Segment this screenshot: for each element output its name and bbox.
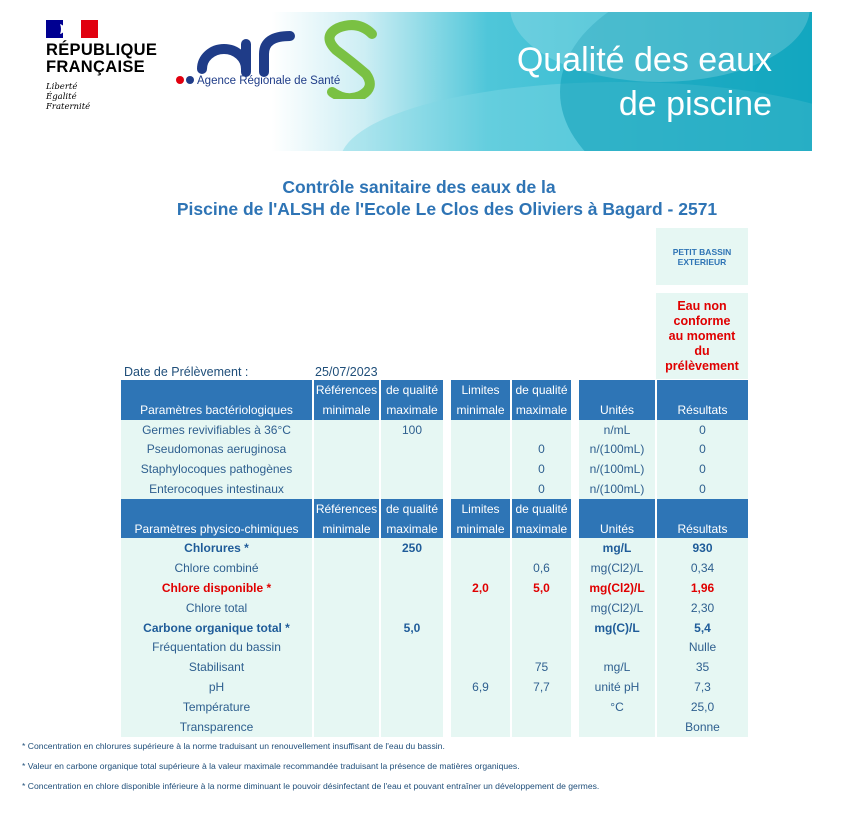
cell-ref-max: maximale (381, 519, 443, 539)
cell-result: 0 (657, 439, 748, 459)
cell-ref-max (381, 717, 443, 737)
cell-lim-max: de qualité (512, 499, 571, 519)
cell-result: 25,0 (657, 697, 748, 717)
cell-unit: mg/L (579, 538, 655, 558)
sampling-date-label: Date de Prélèvement : (124, 365, 249, 379)
cell-lim-max (512, 618, 571, 638)
cell-unit: n/(100mL) (579, 439, 655, 459)
cell-param: Carbone organique total * (121, 618, 312, 638)
cell-lim-max (512, 538, 571, 558)
cell-ref-min: Références (314, 499, 379, 519)
table-row (121, 459, 755, 479)
table-group-header (121, 499, 755, 519)
cell-lim-min: Limites (451, 380, 510, 400)
cell-lim-max: 0,6 (512, 558, 571, 578)
cell-lim-min: 6,9 (451, 677, 510, 697)
cell-lim-max: 0 (512, 459, 571, 479)
cell-ref-min (314, 677, 379, 697)
cell-param: pH (121, 677, 312, 697)
cell-result: Nulle (657, 637, 748, 657)
cell-param (121, 499, 312, 519)
cell-ref-max: 100 (381, 420, 443, 440)
cell-ref-max: de qualité (381, 380, 443, 400)
cell-lim-max (512, 637, 571, 657)
cell-ref-min (314, 558, 379, 578)
cell-lim-max (512, 598, 571, 618)
cell-param: Staphylocoques pathogènes (121, 459, 312, 479)
cell-lim-max: 7,7 (512, 677, 571, 697)
banner-title: Qualité des eaux de piscine (516, 41, 772, 123)
table-row (121, 677, 755, 697)
cell-unit: Unités (579, 519, 655, 539)
cell-ref-min (314, 637, 379, 657)
cell-lim-min (451, 637, 510, 657)
cell-ref-min (314, 717, 379, 737)
cell-unit: n/(100mL) (579, 459, 655, 479)
cell-param: Chlore total (121, 598, 312, 618)
republic-motto: Liberté Égalité Fraternité (46, 82, 91, 112)
cell-result: 0,34 (657, 558, 748, 578)
cell-param: Paramètres bactériologiques (121, 400, 312, 420)
cell-lim-max: 0 (512, 439, 571, 459)
cell-ref-max (381, 479, 443, 499)
cell-result: 930 (657, 538, 748, 558)
cell-param: Transparence (121, 717, 312, 737)
cell-ref-min (314, 598, 379, 618)
cell-lim-min (451, 697, 510, 717)
table-column-header (121, 400, 755, 420)
cell-param: Fréquentation du bassin (121, 637, 312, 657)
cell-ref-max (381, 598, 443, 618)
cell-ref-max (381, 459, 443, 479)
cell-unit: n/(100mL) (579, 479, 655, 499)
cell-lim-min (451, 657, 510, 677)
cell-result: Résultats (657, 400, 748, 420)
cell-result: 7,3 (657, 677, 748, 697)
cell-unit: mg(C)/L (579, 618, 655, 638)
cell-lim-max: maximale (512, 400, 571, 420)
table-column-header (121, 519, 755, 539)
cell-ref-min (314, 420, 379, 440)
basin-label: PETIT BASSIN EXTERIEUR (656, 228, 748, 285)
table-row (121, 439, 755, 459)
cell-unit: unité pH (579, 677, 655, 697)
cell-result: Résultats (657, 519, 748, 539)
cell-lim-min: 2,0 (451, 578, 510, 598)
table-row (121, 578, 755, 598)
cell-result: 5,4 (657, 618, 748, 638)
cell-param: Germes revivifiables à 36°C (121, 420, 312, 440)
cell-unit (579, 380, 655, 400)
cell-ref-min (314, 578, 379, 598)
table-row (121, 697, 755, 717)
table-row (121, 558, 755, 578)
cell-ref-max: 5,0 (381, 618, 443, 638)
cell-ref-max: maximale (381, 400, 443, 420)
cell-param: Stabilisant (121, 657, 312, 677)
agency-name: Agence Régionale de Santé (176, 75, 340, 87)
cell-unit (579, 637, 655, 657)
cell-ref-min (314, 538, 379, 558)
cell-ref-min (314, 618, 379, 638)
cell-result: 0 (657, 479, 748, 499)
cell-ref-max (381, 439, 443, 459)
conformity-status: Eau non conforme au moment du prélèvement (656, 293, 748, 379)
cell-param (121, 380, 312, 400)
cell-unit: n/mL (579, 420, 655, 440)
cell-lim-min (451, 420, 510, 440)
footnote-chlore: * Concentration en chlore disponible inférieure à la norme diminuant le pouvoir désinfectant de l'eau et pouvant entraîner un développement de germes. (22, 781, 600, 791)
cell-ref-max (381, 558, 443, 578)
cell-lim-max (512, 420, 571, 440)
sampling-date-value: 25/07/2023 (315, 365, 378, 379)
marianne-flag-icon (46, 20, 98, 38)
cell-lim-min (451, 459, 510, 479)
cell-lim-min (451, 558, 510, 578)
cell-ref-min: minimale (314, 400, 379, 420)
table-row (121, 657, 755, 677)
header-banner (40, 12, 812, 151)
cell-lim-max: 5,0 (512, 578, 571, 598)
cell-unit (579, 499, 655, 519)
cell-unit: mg(Cl2)/L (579, 598, 655, 618)
cell-param: Pseudomonas aeruginosa (121, 439, 312, 459)
cell-ref-min: minimale (314, 519, 379, 539)
table-row (121, 420, 755, 440)
cell-ref-min (314, 697, 379, 717)
cell-lim-max: maximale (512, 519, 571, 539)
cell-lim-min: minimale (451, 519, 510, 539)
cell-result: Bonne (657, 717, 748, 737)
cell-lim-min (451, 717, 510, 737)
cell-lim-max: de qualité (512, 380, 571, 400)
pool-name-title: Piscine de l'ALSH de l'Ecole Le Clos des Oliviers à Bagard - 2571 (176, 199, 718, 219)
cell-param: Température (121, 697, 312, 717)
cell-ref-max (381, 578, 443, 598)
cell-lim-min: minimale (451, 400, 510, 420)
cell-unit: °C (579, 697, 655, 717)
cell-lim-max (512, 697, 571, 717)
cell-lim-min (451, 479, 510, 499)
cell-result: 1,96 (657, 578, 748, 598)
table-group-header (121, 380, 755, 400)
cell-unit (579, 717, 655, 737)
cell-param: Chlore combiné (121, 558, 312, 578)
cell-result: 0 (657, 420, 748, 440)
cell-ref-max (381, 637, 443, 657)
table-row (121, 538, 755, 558)
table-row (121, 618, 755, 638)
cell-unit: mg(Cl2)/L (579, 578, 655, 598)
report-title: Contrôle sanitaire des eaux de la (282, 177, 556, 197)
cell-lim-min: Limites (451, 499, 510, 519)
cell-param: Chlore disponible * (121, 578, 312, 598)
cell-ref-min (314, 657, 379, 677)
cell-param: Paramètres physico-chimiques (121, 519, 312, 539)
cell-ref-max (381, 677, 443, 697)
cell-unit: Unités (579, 400, 655, 420)
cell-lim-min (451, 538, 510, 558)
footnote-carbone: * Valeur en carbone organique total supérieure à la valeur maximale recommandée traduisant la présence de matières organiques. (22, 761, 520, 771)
table-row (121, 479, 755, 499)
cell-result: 0 (657, 459, 748, 479)
cell-unit: mg(Cl2)/L (579, 558, 655, 578)
cell-ref-min (314, 459, 379, 479)
table-row (121, 717, 755, 737)
cell-lim-max (512, 717, 571, 737)
republique-francaise-logo: RÉPUBLIQUE FRANÇAISE (46, 41, 158, 76)
table-row (121, 637, 755, 657)
cell-lim-min (451, 618, 510, 638)
cell-param: Chlorures * (121, 538, 312, 558)
cell-ref-min (314, 479, 379, 499)
cell-result (657, 499, 748, 519)
cell-ref-max (381, 657, 443, 677)
table-row (121, 598, 755, 618)
cell-ref-max: de qualité (381, 499, 443, 519)
cell-result: 2,30 (657, 598, 748, 618)
cell-ref-max (381, 697, 443, 717)
cell-lim-min (451, 439, 510, 459)
cell-result: 35 (657, 657, 748, 677)
cell-param: Enterocoques intestinaux (121, 479, 312, 499)
cell-lim-min (451, 598, 510, 618)
cell-result (657, 380, 748, 400)
cell-ref-min (314, 439, 379, 459)
cell-ref-max: 250 (381, 538, 443, 558)
cell-ref-min: Références (314, 380, 379, 400)
footnote-chlorures: * Concentration en chlorures supérieure à la norme traduisant un renouvellement insuffisant de l'eau du bassin. (22, 741, 445, 751)
cell-lim-max: 0 (512, 479, 571, 499)
cell-unit: mg/L (579, 657, 655, 677)
cell-lim-max: 75 (512, 657, 571, 677)
